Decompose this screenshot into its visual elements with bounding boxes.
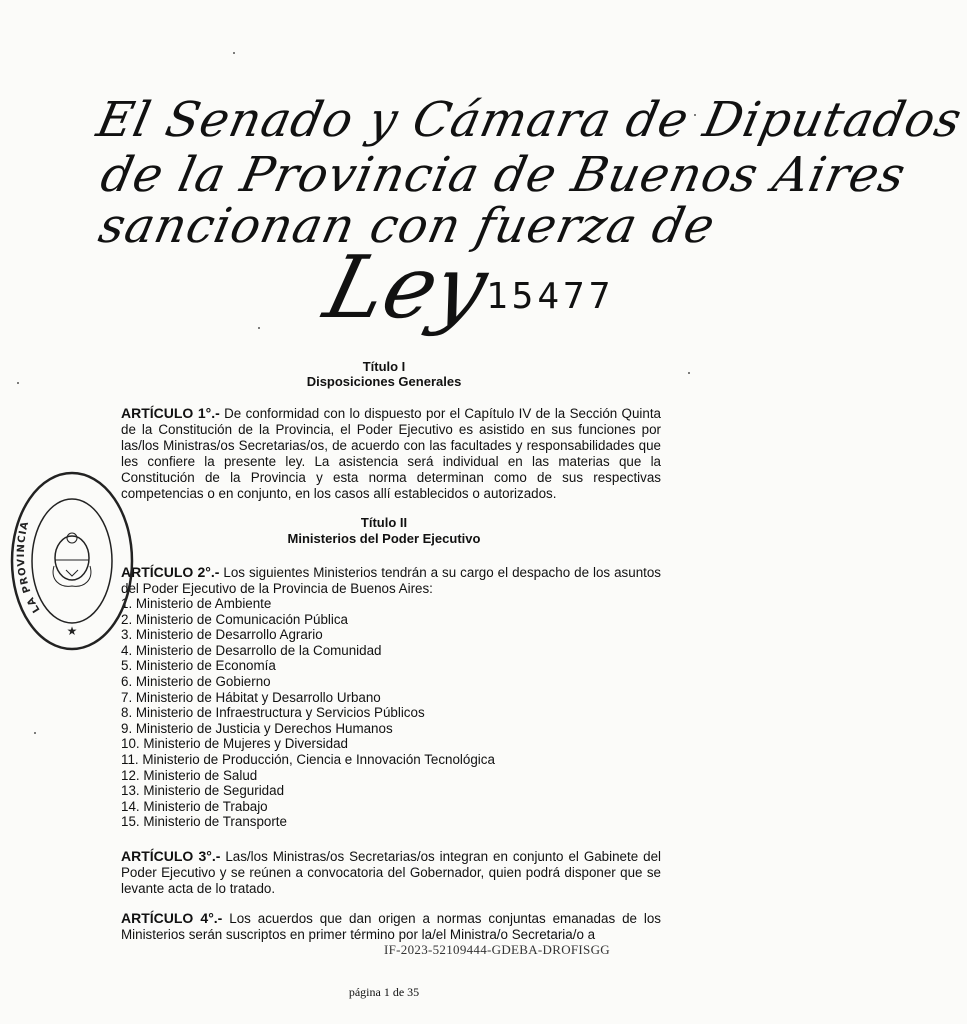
article-1-label: ARTÍCULO 1°.-: [121, 405, 220, 421]
article-1: [121, 405, 661, 502]
list-item: 2. Ministerio de Comunicación Pública: [121, 611, 349, 627]
list-item: 11. Ministerio de Producción, Ciencia e Innovación Tecnológica: [121, 751, 495, 767]
list-item: 7. Ministerio de Hábitat y Desarrollo Urbano: [121, 689, 381, 705]
list-item: 3. Ministerio de Desarrollo Agrario: [121, 627, 323, 643]
legislature-seal: [10, 470, 134, 652]
titulo-2-heading: Ministerios del Poder Ejecutivo: [287, 531, 481, 546]
header-line-1: El Senado y Cámara de Diputados: [92, 92, 967, 148]
article-4: [121, 910, 661, 943]
article-2-label: ARTÍCULO 2°.-: [121, 564, 220, 580]
list-item: 13. Ministerio de Seguridad: [121, 783, 285, 799]
coat-of-arms-icon: [53, 533, 91, 586]
titulo-1-heading: Disposiciones Generales: [306, 374, 462, 389]
article-3: [121, 848, 661, 897]
article-1-text: De conformidad con lo dispuesto por el Capítulo IV de la Sección Quinta de la Constitución de la Provincia, el Poder Ejecutivo es asistido en sus funciones por las/los Ministras/os Secretarias/os, de acuerdo con las facultades y responsabilidades que les confiere la presente ley. La asistencia será individual en las materias que la Constitución de la Provincia y esta norma determinan como de sus respectivas competencias o en conjunto, en los casos allí establecidos o autorizados.: [121, 406, 662, 501]
article-2-text: Los siguientes Ministerios tendrán a su cargo el despacho de los asuntos del Poder Ejecutivo de la Provincia de Buenos Aires:: [121, 565, 661, 596]
scan-speck: [233, 52, 235, 54]
list-item: 12. Ministerio de Salud: [121, 767, 258, 783]
list-item: 1. Ministerio de Ambiente: [121, 596, 272, 611]
list-item: 8. Ministerio de Infraestructura y Servicios Públicos: [121, 705, 425, 721]
list-item: 9. Ministerio de Justicia y Derechos Humanos: [121, 720, 393, 736]
list-item: 6. Ministerio de Gobierno: [121, 673, 271, 689]
ministries-list: [121, 596, 495, 830]
list-item: 14. Ministerio de Trabajo: [121, 798, 268, 814]
list-item: 15. Ministerio de Transporte: [121, 814, 287, 830]
list-item: 5. Ministerio de Economía: [121, 658, 276, 674]
article-2: [121, 564, 661, 597]
article-3-label: ARTÍCULO 3°.-: [121, 848, 221, 864]
article-4-label: ARTÍCULO 4°.-: [121, 910, 223, 926]
scan-speck: [258, 327, 260, 329]
article-4-text: Los acuerdos que dan origen a normas conjuntas emanadas de los Ministerios serán suscriptos en primer término por la/el Ministra/o Secretaria/o a: [121, 911, 661, 942]
document-id-stamp: IF-2023-52109444-GDEBA-DROFISGG: [384, 942, 610, 957]
header-line-2: de la Provincia de Buenos Aires: [96, 147, 911, 203]
seal-text: LA PROVINCIA: [15, 519, 43, 615]
svg-text:LA PROVINCIA: [16, 520, 43, 615]
page-footer: página 1 de 35: [348, 985, 420, 999]
article-3-text: Las/los Ministras/os Secretarias/os integran en conjunto el Gabinete del Poder Ejecutivo y se reúnen a convocatoria del Gobernador, quien podrá disponer que se levante acta de lo tratado.: [121, 849, 661, 896]
list-item: 10. Ministerio de Mujeres y Diversidad: [121, 736, 348, 752]
scan-speck: [34, 732, 36, 734]
ley-word: Ley: [315, 238, 498, 338]
ley-number: 15477: [486, 276, 615, 317]
titulo-2-label: Título II: [360, 515, 408, 530]
list-item: 4. Ministerio de Desarrollo de la Comunidad: [121, 642, 382, 658]
star-icon: ★: [66, 624, 78, 638]
titulo-1-label: Título I: [362, 359, 406, 374]
header-line-3: sancionan con fuerza de: [94, 198, 721, 254]
